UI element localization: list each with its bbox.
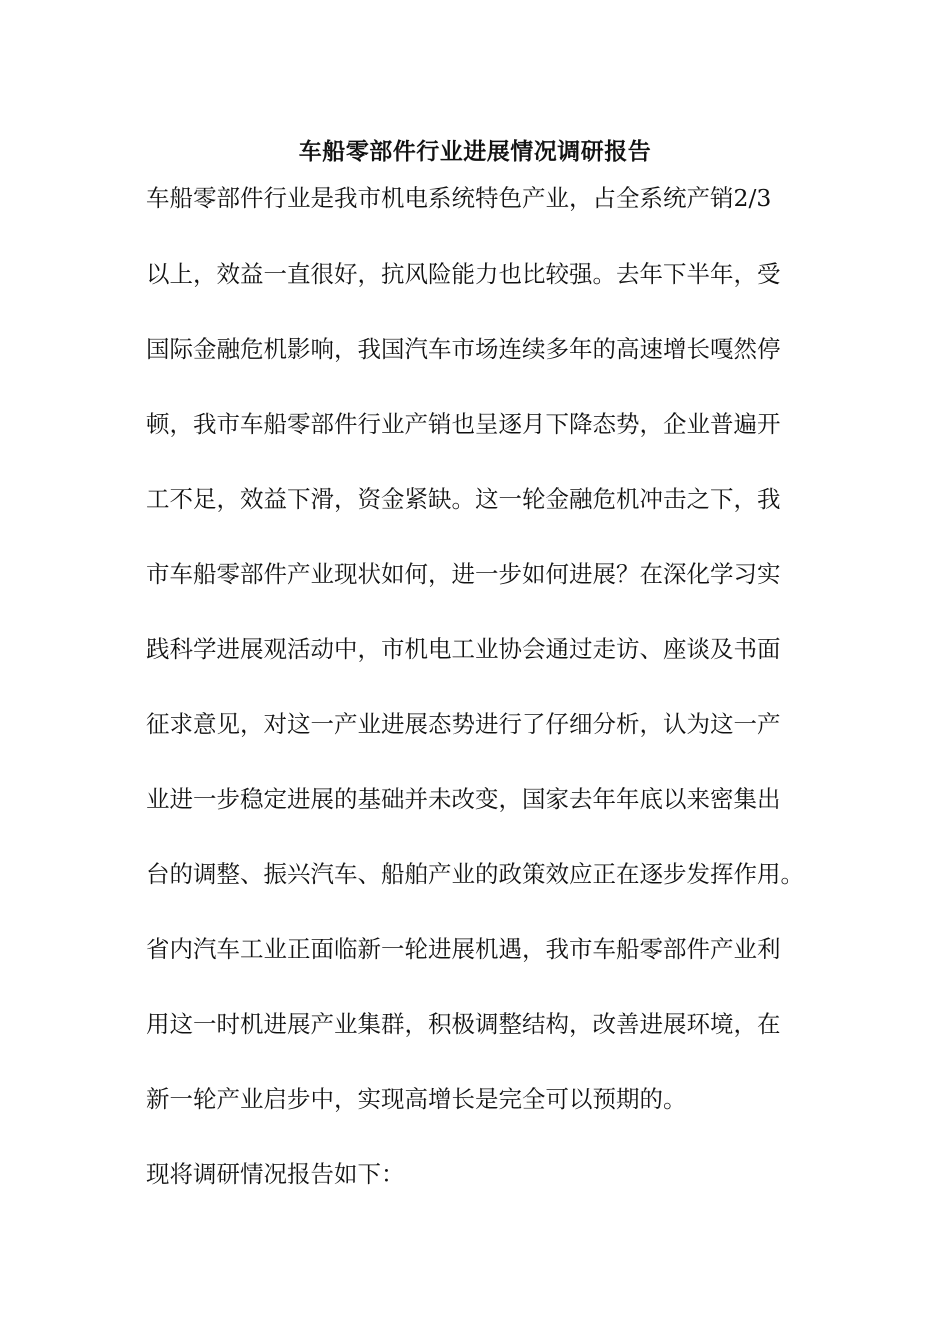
body-line-12: 用这一时机进展产业集群，积极调整结构，改善进展环境，在 bbox=[146, 1010, 781, 1038]
body-line-6: 市车船零部件产业现状如何，进一步如何进展？在深化学习实 bbox=[146, 560, 781, 588]
body-line-7: 践科学进展观活动中，市机电工业协会通过走访、座谈及书面 bbox=[146, 635, 781, 663]
body-line-4: 顿，我市车船零部件行业产销也呈逐月下降态势，企业普遍开 bbox=[146, 410, 781, 438]
body-line-8: 征求意见，对这一产业进展态势进行了仔细分析，认为这一产 bbox=[146, 710, 781, 738]
body-line-5: 工不足，效益下滑，资金紧缺。这一轮金融危机冲击之下，我 bbox=[146, 485, 781, 513]
body-line-10: 台的调整、振兴汽车、船舶产业的政策效应正在逐步发挥作用。 bbox=[146, 860, 804, 888]
document-title: 车船零部件行业进展情况调研报告 bbox=[298, 138, 652, 165]
body-line-14: 现将调研情况报告如下： bbox=[146, 1160, 405, 1188]
body-line-13: 新一轮产业启步中，实现高增长是完全可以预期的。 bbox=[146, 1085, 687, 1113]
body-line-11: 省内汽车工业正面临新一轮进展机遇，我市车船零部件产业利 bbox=[146, 935, 781, 963]
body-line-1: 车船零部件行业是我市机电系统特色产业，占全系统产销2/3 bbox=[146, 184, 772, 212]
body-line-9: 业进一步稳定进展的基础并未改变，国家去年年底以来密集出 bbox=[146, 785, 781, 813]
body-line-2: 以上，效益一直很好，抗风险能力也比较强。去年下半年，受 bbox=[146, 260, 781, 288]
body-line-3: 国际金融危机影响，我国汽车市场连续多年的高速增长嘎然停 bbox=[146, 335, 781, 363]
